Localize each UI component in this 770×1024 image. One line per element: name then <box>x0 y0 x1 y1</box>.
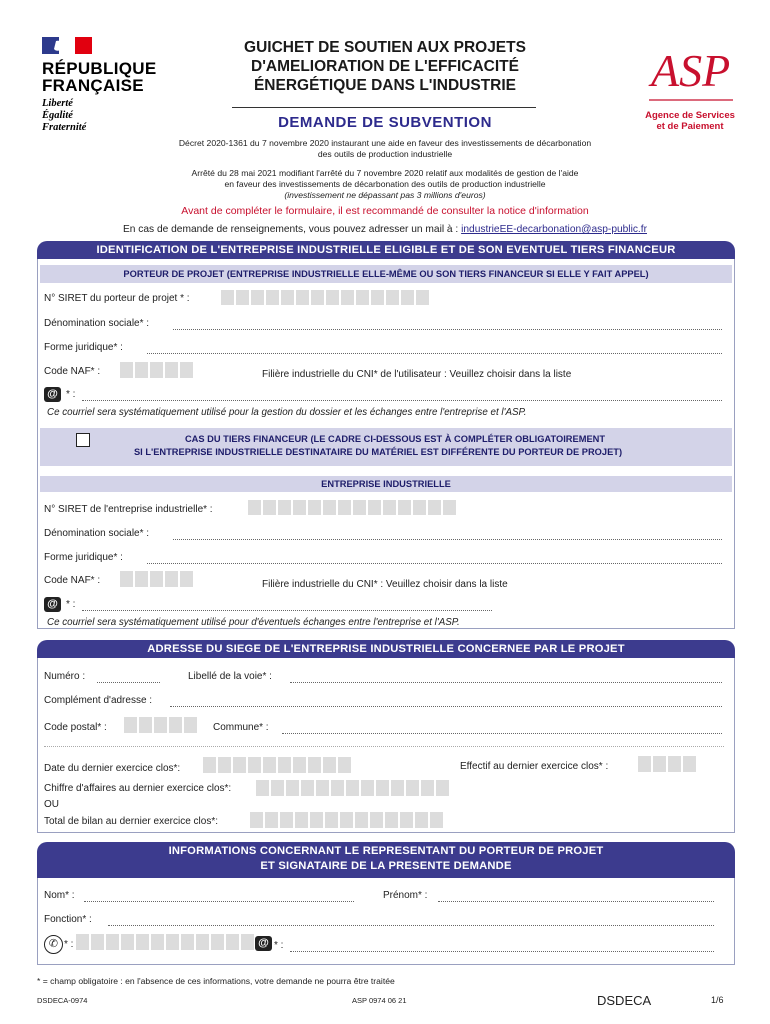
forme-juridique-label: Forme juridique* : <box>44 342 123 353</box>
motto-egalite: Égalité <box>42 110 73 121</box>
email2-at-icon: @ <box>44 597 61 612</box>
chiffre-affaires-field[interactable] <box>256 780 449 796</box>
form-code: DSDECA-0974 <box>37 996 88 1005</box>
date-exercice-field[interactable] <box>203 757 351 773</box>
denomination2-label: Dénomination sociale* : <box>44 528 150 539</box>
complement-label: Complément d'adresse : <box>44 695 153 706</box>
decree-reference <box>100 138 670 160</box>
filiere-cni-select[interactable]: Filière industrielle du CNI* de l'utilisateur : Veuillez choisir dans la liste <box>262 369 572 380</box>
voie-label: Libellé de la voie* : <box>188 671 272 682</box>
porteur-de-projet-bar: PORTEUR DE PROJET (ENTREPRISE INDUSTRIELLE ELLE-MÊME OU SON TIERS FINANCEUR SI ELLE Y FAIT APPEL) <box>40 265 732 283</box>
code-postal-label: Code postal* : <box>44 722 107 733</box>
asp-tag-line-2: et de Paiement <box>656 121 724 132</box>
page-number: 1/6 <box>711 995 724 1005</box>
email3-required-marker: * : <box>274 940 284 951</box>
email-required-marker: * : <box>66 389 76 400</box>
code-postal-field[interactable] <box>124 717 197 733</box>
arrete-line-2: en faveur des investissements de décarbonation des outils de production industrielle <box>224 179 546 189</box>
contact-line <box>60 224 710 235</box>
prenom-label: Prénom* : <box>383 890 428 901</box>
representant-title-line-1: INFORMATIONS CONCERNANT LE REPRESENTANT DU PORTEUR DE PROJET <box>168 845 604 857</box>
total-bilan-label: Total de bilan au dernier exercice clos*: <box>44 816 218 827</box>
fonction-field[interactable] <box>108 925 714 926</box>
entreprise-industrielle-bar: ENTREPRISE INDUSTRIELLE <box>40 476 732 492</box>
rf-name-line-2: FRANÇAISE <box>42 76 144 95</box>
form-subtitle: DEMANDE DE SUBVENTION <box>278 114 492 131</box>
voie-field[interactable] <box>290 682 722 683</box>
address-separator <box>44 746 724 747</box>
title-line-3: ÉNERGÉTIQUE DANS L'INDUSTRIE <box>253 77 517 94</box>
tiers-financeur-line-2: SI L'ENTREPRISE INDUSTRIELLE DESTINATAIRE DU MATÉRIEL EST DIFFÉRENTE DU PORTEUR DE PROJET) <box>133 447 623 457</box>
nom-label: Nom* : <box>44 890 75 901</box>
denomination-label: Dénomination sociale* : <box>44 318 150 329</box>
code-naf-label: Code NAF* : <box>44 366 101 377</box>
email2-required-marker: * : <box>66 599 76 610</box>
motto-liberte: Liberté <box>42 98 73 109</box>
chiffre-affaires-label: Chiffre d'affaires au dernier exercice clos*: <box>44 783 232 794</box>
tiers-financeur-checkbox[interactable] <box>76 433 90 447</box>
email-entreprise-field[interactable] <box>82 610 492 611</box>
email-porteur-field[interactable] <box>82 400 722 401</box>
prenom-field[interactable] <box>438 901 714 902</box>
title-line-2: D'AMELIORATION DE L'EFFICACITÉ <box>251 58 519 75</box>
forme-juridique2-field[interactable] <box>147 563 722 564</box>
email3-at-icon: @ <box>255 936 272 951</box>
email-at-icon: @ <box>44 387 61 402</box>
arrete-line-1: Arrêté du 28 mai 2021 modifiant l'arrêté du 7 novembre 2020 relatif aux modalités de gestion de l'aide <box>191 168 579 178</box>
asp-reference: ASP 0974 06 21 <box>352 996 407 1005</box>
numero-label: Numéro : <box>44 671 86 682</box>
representant-title-line-2: ET SIGNATAIRE DE LA PRESENTE DEMANDE <box>260 859 512 872</box>
complement-field[interactable] <box>170 706 722 707</box>
asp-logo-letters: ASP <box>651 45 731 96</box>
forme-juridique-field[interactable] <box>147 353 722 354</box>
effectif-field[interactable] <box>638 756 696 772</box>
code-naf2-field[interactable] <box>120 571 193 587</box>
contact-email-link[interactable]: industrieEE-decarbonation@asp-public.fr <box>461 224 647 235</box>
tiers-financeur-bar <box>40 428 732 466</box>
email-representant-field[interactable] <box>290 951 714 952</box>
asp-tagline <box>640 110 740 132</box>
contact-text: En cas de demande de renseignements, vous pouvez adresser un mail à : <box>123 224 462 235</box>
republique-francaise-name <box>42 60 156 94</box>
decree-line-1: Décret 2020-1361 du 7 novembre 2020 instaurant une aide en faveur des investissements de décarbonation <box>178 138 592 148</box>
effectif-label: Effectif au dernier exercice clos* : <box>460 761 609 772</box>
required-fields-footnote: * = champ obligatoire : en l'absence de ces informations, votre demande ne pourra être traitée <box>37 976 395 986</box>
tiers-financeur-text <box>95 433 695 459</box>
form-title <box>200 38 570 95</box>
asp-logo <box>645 38 737 104</box>
email-usage-note: Ce courriel sera systématiquement utilisé pour la gestion du dossier et les échanges entre l'entreprise et l'ASP. <box>47 407 527 418</box>
decree-line-2: des outils de production industrielle <box>317 149 453 159</box>
republique-motto <box>42 98 86 134</box>
tiers-financeur-line-1: CAS DU TIERS FINANCEUR (LE CADRE CI-DESSOUS EST À COMPLÉTER OBLIGATOIREMENT <box>184 434 606 444</box>
ou-label: OU <box>44 799 59 810</box>
asp-tag-line-1: Agence de Services <box>645 110 735 121</box>
rf-name-line-1: RÉPUBLIQUE <box>42 59 157 78</box>
notice-warning: Avant de compléter le formulaire, il est recommandé de consulter la notice d'information <box>181 205 589 217</box>
nom-field[interactable] <box>84 901 354 902</box>
numero-field[interactable] <box>97 682 160 683</box>
section-adresse-header: ADRESSE DU SIEGE DE L'ENTREPRISE INDUSTRIELLE CONCERNEE PAR LE PROJET <box>37 640 735 658</box>
siret-entreprise-field[interactable] <box>248 500 456 515</box>
arrete-reference <box>100 168 670 201</box>
section-identification-header: IDENTIFICATION DE L'ENTREPRISE INDUSTRIELLE ELIGIBLE ET DE SON EVENTUEL TIERS FINANCEUR <box>37 241 735 259</box>
commune-field[interactable] <box>282 733 722 734</box>
motto-fraternite: Fraternité <box>42 122 87 133</box>
section-representant-header <box>37 842 735 878</box>
doc-code: DSDECA <box>597 993 652 1008</box>
siret-porteur-label: N° SIRET du porteur de projet * : <box>44 293 190 304</box>
forme-juridique2-label: Forme juridique* : <box>44 552 123 563</box>
commune-label: Commune* : <box>213 722 269 733</box>
denomination2-field[interactable] <box>173 539 722 540</box>
denomination-field[interactable] <box>173 329 722 330</box>
total-bilan-field[interactable] <box>250 812 443 828</box>
title-divider <box>232 107 536 108</box>
date-exercice-label: Date du dernier exercice clos*: <box>44 763 181 774</box>
phone-icon: ✆ <box>44 935 63 954</box>
code-naf2-label: Code NAF* : <box>44 575 101 586</box>
fonction-label: Fonction* : <box>44 914 92 925</box>
filiere-cni2-select[interactable]: Filière industrielle du CNI* : Veuillez choisir dans la liste <box>262 579 508 590</box>
siret-entreprise-label: N° SIRET de l'entreprise industrielle* : <box>44 504 213 515</box>
title-line-1: GUICHET DE SOUTIEN AUX PROJETS <box>244 39 526 56</box>
marianne-flag-logo <box>42 37 92 54</box>
phone-required-marker: * : <box>64 939 74 950</box>
arrete-note: (investissement ne dépassant pas 3 millions d'euros) <box>284 190 486 200</box>
code-naf-field[interactable] <box>120 362 193 378</box>
phone-field[interactable] <box>76 934 254 950</box>
siret-porteur-field[interactable] <box>221 290 429 305</box>
email2-usage-note: Ce courriel sera systématiquement utilisé pour d'éventuels échanges entre l'entreprise et l'ASP. <box>47 617 460 628</box>
